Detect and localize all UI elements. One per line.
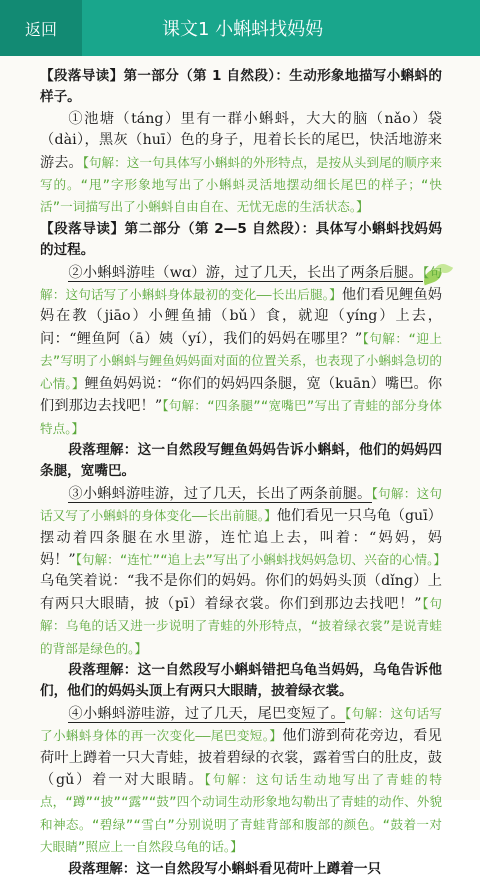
lesson-paragraph bbox=[40, 262, 442, 440]
lesson-paragraph bbox=[40, 483, 446, 660]
underlined-sentence: ③小蝌蚪游哇游，过了几天，长出了两条前腿。 bbox=[68, 485, 372, 502]
app-header bbox=[0, 0, 480, 56]
section-guide bbox=[40, 440, 442, 483]
body-text: 鲤鱼妈妈说：“你们的妈妈四条腿，宽（kuān）嘴巴。你们到那边去找吧！” bbox=[40, 375, 443, 415]
sentence-note: 【句解：这一句具体写小蝌蚪的外形特点，是按从头到尾的顺序来写的。“甩”字形象地写出了小蝌蚪灵活地摆动细长尾巴的样子；“快活”一词描写出了小蝌蚪自由自在、无忧无虑的生活状态。】 bbox=[40, 154, 442, 215]
sentence-note: 【句解：“连忙”“追上去”写出了小蝌蚪找妈妈急切、兴奋的心情。】 bbox=[75, 551, 446, 567]
sentence-note: 【句解：这句话又写了小蝌蚪的身体变化——长出前腿。】 bbox=[40, 485, 442, 524]
back-button[interactable]: 返回 bbox=[0, 0, 82, 56]
body-text: 他们看见一只乌龟（guī）摆动着四条腿在水里游，连忙追上去，叫着：“妈妈，妈妈！” bbox=[40, 508, 442, 568]
guide-text: 段落理解：这一自然段写鲤鱼妈妈告诉小蝌蚪，他们的妈妈四条腿，宽嘴巴。 bbox=[40, 441, 442, 480]
body-text: 他们游到荷花旁边，看见荷叶上蹲着一只大青蛙，披着碧绿的衣裳，露着雪白的肚皮，鼓（gǔ）着一对大眼睛。 bbox=[40, 728, 442, 788]
lesson-paragraph bbox=[40, 109, 442, 219]
sentence-note: 【句解：这句话写了小蝌蚪身体最初的变化——长出后腿。】 bbox=[40, 264, 443, 303]
body-text: 乌龟笑着说：“我不是你们的妈妈。你们的妈妈头顶（dǐng）上有两只大眼睛，披（pī）着绿衣裳。你们到那边去找吧！” bbox=[40, 573, 442, 612]
body-text: 他们看见鲤鱼妈妈在教（jiāo）小鲤鱼捕（bǔ）食，就迎（yíng）上去，问：“鲤鱼阿（ā）姨（yí），我们的妈妈在哪里？” bbox=[40, 287, 442, 347]
section-guide bbox=[40, 66, 442, 109]
lesson-content bbox=[40, 66, 446, 880]
section-guide bbox=[40, 219, 442, 262]
sentence-note: 【句解：乌龟的话又进一步说明了青蛙的外形特点，“披着绿衣裳”是说青蛙的背部是绿色的。】 bbox=[40, 595, 442, 656]
guide-text: 【段落导读】第一部分（第 1 自然段）：生动形象地描写小蝌蚪的样子。 bbox=[40, 68, 442, 106]
underlined-sentence: ④小蝌蚪游哇游，过了几天，尾巴变短了。 bbox=[68, 705, 345, 722]
body-text: ①池塘（táng）里有一群小蝌蚪，大大的脑（nǎo）袋（dài），黑灰（huī）色的身子，甩着长长的尾巴，快活地游来游去。 bbox=[40, 110, 442, 171]
guide-text: 【段落导读】第二部分（第 2—5 自然段）：具体写小蝌蚪找妈妈的过程。 bbox=[40, 220, 442, 259]
page-title: 课文1 小蝌蚪找妈妈 bbox=[162, 19, 324, 40]
section-guide bbox=[40, 660, 442, 703]
sentence-note: 【句解：“迎上去”写明了小蝌蚪与鲤鱼妈妈面对面的位置关系，也表现了小蝌蚪急切的心情。】 bbox=[40, 330, 442, 391]
sentence-note: 【句解：这句话写了小蝌蚪身体的再一次变化——尾巴变短。】 bbox=[40, 705, 442, 744]
sentence-note: 【句解：这句话生动地写出了青蛙的特点，“蹲”“披”“露”“鼓”四个动词生动形象地勾勒出了青蛙的动作、外貌和神态。“碧绿”“雪白”分别说明了青蛙背部和腹部的颜色。“鼓着一对大眼睛”照应上一自然段乌龟的话。】 bbox=[40, 772, 442, 855]
lesson-paragraph bbox=[40, 703, 442, 859]
guide-text: 段落理解：这一自然段写小蝌蚪错把乌龟当妈妈，乌龟告诉他们，他们的妈妈头顶上有两只大眼睛，披着绿衣裳。 bbox=[40, 661, 442, 700]
textbook-page bbox=[0, 56, 480, 877]
section-guide bbox=[40, 859, 442, 880]
underlined-sentence: ②小蝌蚪游哇（wɑ）游，过了几天，长出了两条后腿。 bbox=[68, 264, 423, 281]
guide-text: 段落理解：这一自然段写小蝌蚪看见荷叶上蹲着一只 bbox=[68, 860, 382, 877]
sentence-note: 【句解：“四条腿”“宽嘴巴”写出了青蛙的部分身体特点。】 bbox=[40, 398, 442, 436]
